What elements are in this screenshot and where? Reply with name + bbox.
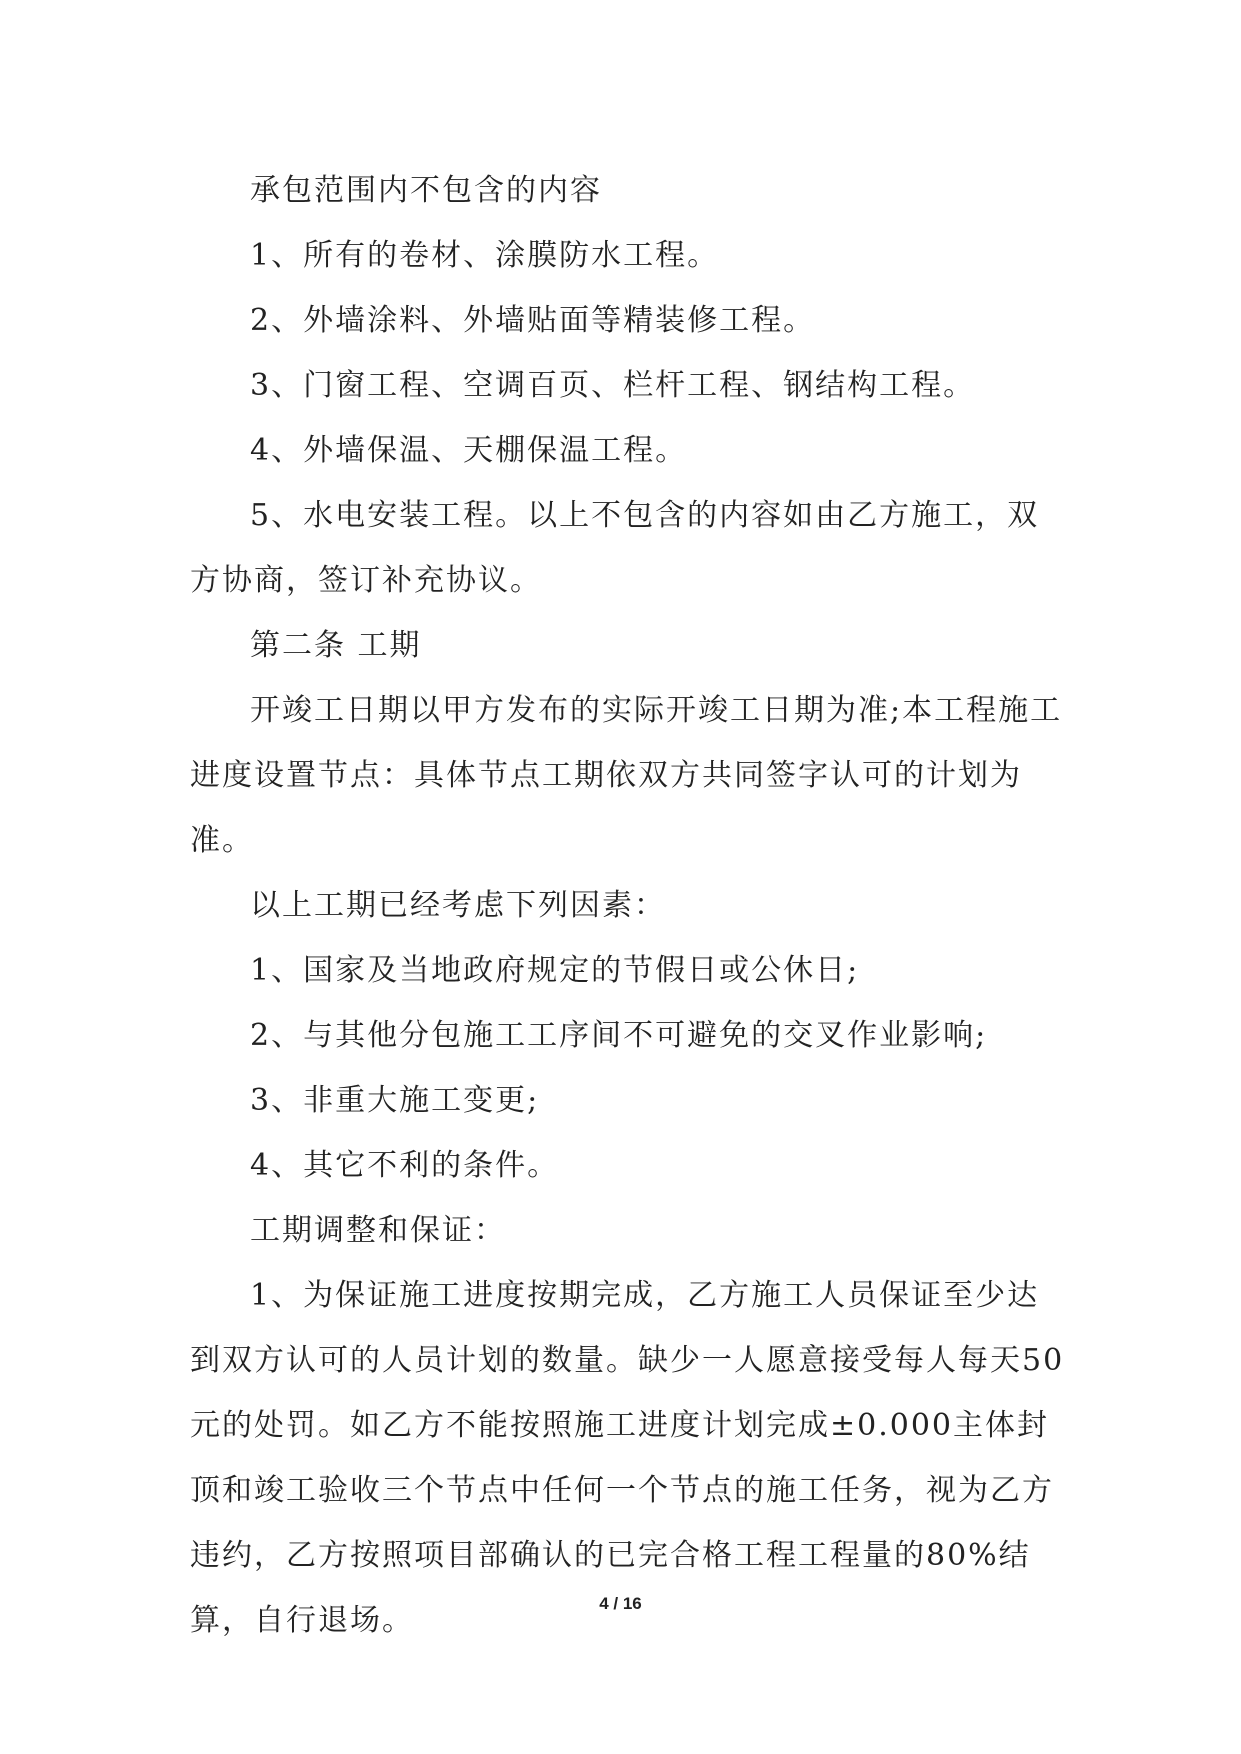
paragraph-factor-minor-changes: 3、非重大施工变更; xyxy=(250,1083,540,1118)
paragraph-schedule-dates: 开竣工日期以甲方发布的实际开竣工日期为准;本工程施工进度设置节点：具体节点工期依双方共同签字认可的计划为准。 xyxy=(190,693,1063,858)
document-body xyxy=(190,158,1070,1653)
paragraph-schedule-guarantee-heading: 工期调整和保证： xyxy=(250,1213,506,1248)
paragraph-item-insulation: 4、外墙保温、天棚保温工程。 xyxy=(250,433,688,468)
paragraph-factor-other-conditions: 4、其它不利的条件。 xyxy=(250,1148,560,1183)
paragraph-schedule-factors-intro: 以上工期已经考虑下列因素： xyxy=(250,888,666,923)
paragraph-item-exterior-finishes: 2、外墙涂料、外墙贴面等精装修工程。 xyxy=(250,303,816,338)
paragraph-excluded-scope-heading: 承包范围内不包含的内容 xyxy=(250,173,602,208)
page-number: 4 / 16 xyxy=(599,1594,642,1613)
paragraph-factor-cross-work: 2、与其他分包施工工序间不可避免的交叉作业影响; xyxy=(250,1018,988,1053)
paragraph-item-doors-windows: 3、门窗工程、空调百页、栏杆工程、钢结构工程。 xyxy=(250,368,976,403)
section-heading-article-2: 第二条 工期 xyxy=(250,628,422,663)
paragraph-item-plumbing-electrical: 5、水电安装工程。以上不包含的内容如由乙方施工，双方协商，签订补充协议。 xyxy=(190,498,1040,598)
paragraph-guarantee-item-1: 1、为保证施工进度按期完成，乙方施工人员保证至少达到双方认可的人员计划的数量。缺少一人愿意接受每人每天50元的处罚。如乙方不能按照施工进度计划完成±0.000主体封顶和竣工验收三个节点中任何一个节点的施工任务，视为乙方违约，乙方按照项目部确认的已完合格工程工程量的80%结算，自行退场。 xyxy=(190,1278,1065,1638)
paragraph-factor-holidays: 1、国家及当地政府规定的节假日或公休日; xyxy=(250,953,860,988)
paragraph-item-waterproofing: 1、所有的卷材、涂膜防水工程。 xyxy=(250,238,720,273)
